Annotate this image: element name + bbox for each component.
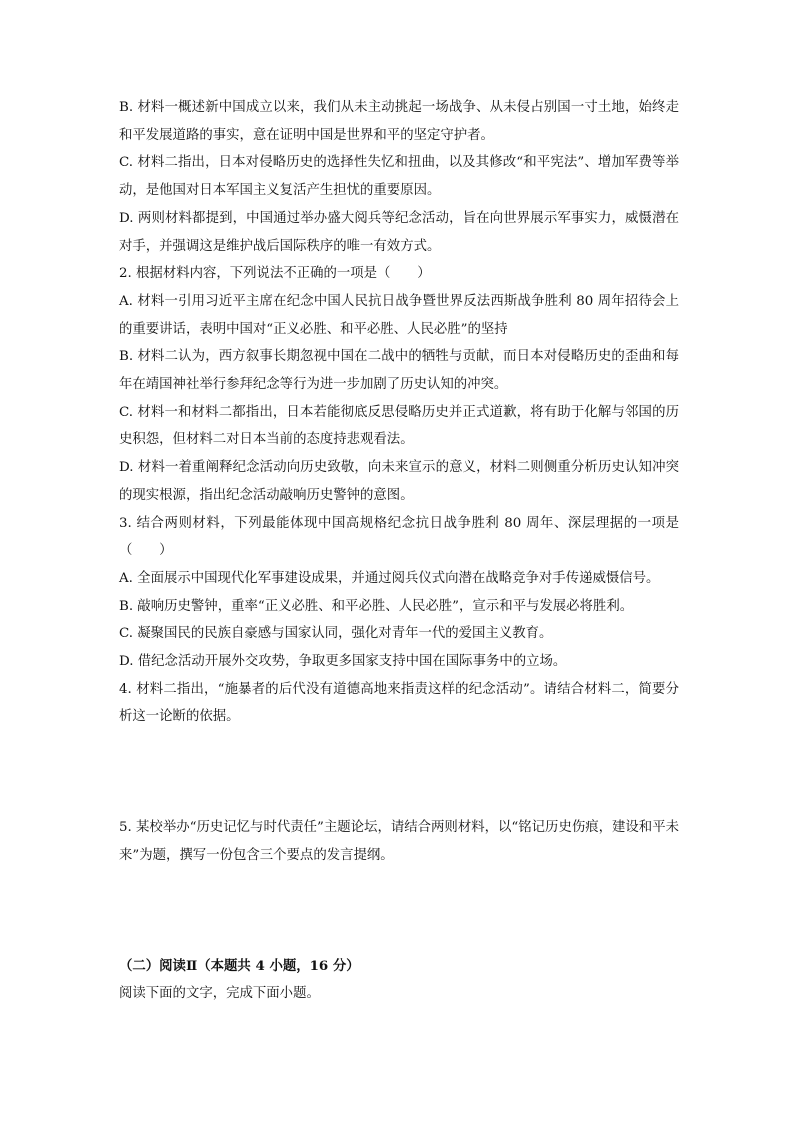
q2-option-b: B. 材料二认为，西方叙事长期忽视中国在二战中的牺牲与贡献，而日本对侵略历史的歪曲和每年在靖国神社举行参拜纪念等行为进一步加剧了历史认知的冲突。 xyxy=(119,349,679,393)
answer-space xyxy=(119,870,679,953)
page-content xyxy=(119,94,679,1008)
answer-space xyxy=(119,731,679,814)
section-instruction: 阅读下面的文字，完成下面小题。 xyxy=(119,986,320,1002)
q1-option-d: D. 两则材料都提到，中国通过举办盛大阅兵等纪念活动，旨在向世界展示军事实力，威慑潜在对手，并强调这是维护战后国际秩序的唯一有效方式。 xyxy=(119,210,679,254)
q2-option-d: D. 材料一着重阐释纪念活动向历史致敬，向未来宣示的意义，材料二则侧重分析历史认知冲突的现实根源，指出纪念活动敲响历史警钟的意图。 xyxy=(119,460,679,503)
q3-option-b: B. 敲响历史警钟，重率“正义必胜、和平必胜、人民必胜”，宣示和平与发展必将胜利。 xyxy=(119,598,634,614)
q1-option-b: B. 材料一概述新中国成立以来，我们从未主动挑起一场战争、从未侵占别国一寸土地，始终走和平发展道路的事实，意在证明中国是世界和平的坚定守护者。 xyxy=(119,100,679,143)
section-heading: （二）阅读Ⅱ（本题共 4 小题，16 分） xyxy=(119,957,360,974)
q2-option-a: A. 材料一引用习近平主席在纪念中国人民抗日战争暨世界反法西斯战争胜利 80 周年招待会上的重要讲话，表明中国对“正义必胜、和平必胜、人民必胜”的坚持 xyxy=(119,293,679,337)
q3-option-a: A. 全面展示中国现代化军事建设成果，并通过阅兵仪式向潜在战略竞争对手传递威慑信号。 xyxy=(119,570,660,586)
q5-stem: 5. 某校举办“历史记忆与时代责任”主题论坛，请结合两则材料，以“铭记历史伤痕，建设和平未来”为题，撰写一份包含三个要点的发言提纲。 xyxy=(119,820,679,863)
q4-stem: 4. 材料二指出，“施暴者的后代没有道德高地来指责这样的纪念活动”。请结合材料二，简要分析这一论断的依据。 xyxy=(119,681,679,725)
q1-option-c: C. 材料二指出，日本对侵略历史的选择性失忆和扭曲，以及其修改“和平宪法”、增加军费等举动，是他国对日本军国主义复活产生担忧的重要原因。 xyxy=(119,155,679,199)
q2-stem: 2. 根据材料内容，下列说法不正确的一项是（ ） xyxy=(119,266,431,282)
q3-option-c: C. 凝聚国民的民族自豪感与国家认同，强化对青年一代的爱国主义教育。 xyxy=(119,626,553,642)
q3-option-d: D. 借纪念活动开展外交攻势，争取更多国家支持中国在国际事务中的立场。 xyxy=(119,654,567,670)
q2-option-c: C. 材料一和材料二都指出，日本若能彻底反思侵略历史并正式道歉，将有助于化解与邻国的历史积怨，但材料二对日本当前的态度持悲观看法。 xyxy=(119,404,679,448)
q3-stem: 3. 结合两则材料，下列最能体现中国高规格纪念抗日战争胜利 80 周年、深层理据的一项是（ ） xyxy=(119,515,679,559)
